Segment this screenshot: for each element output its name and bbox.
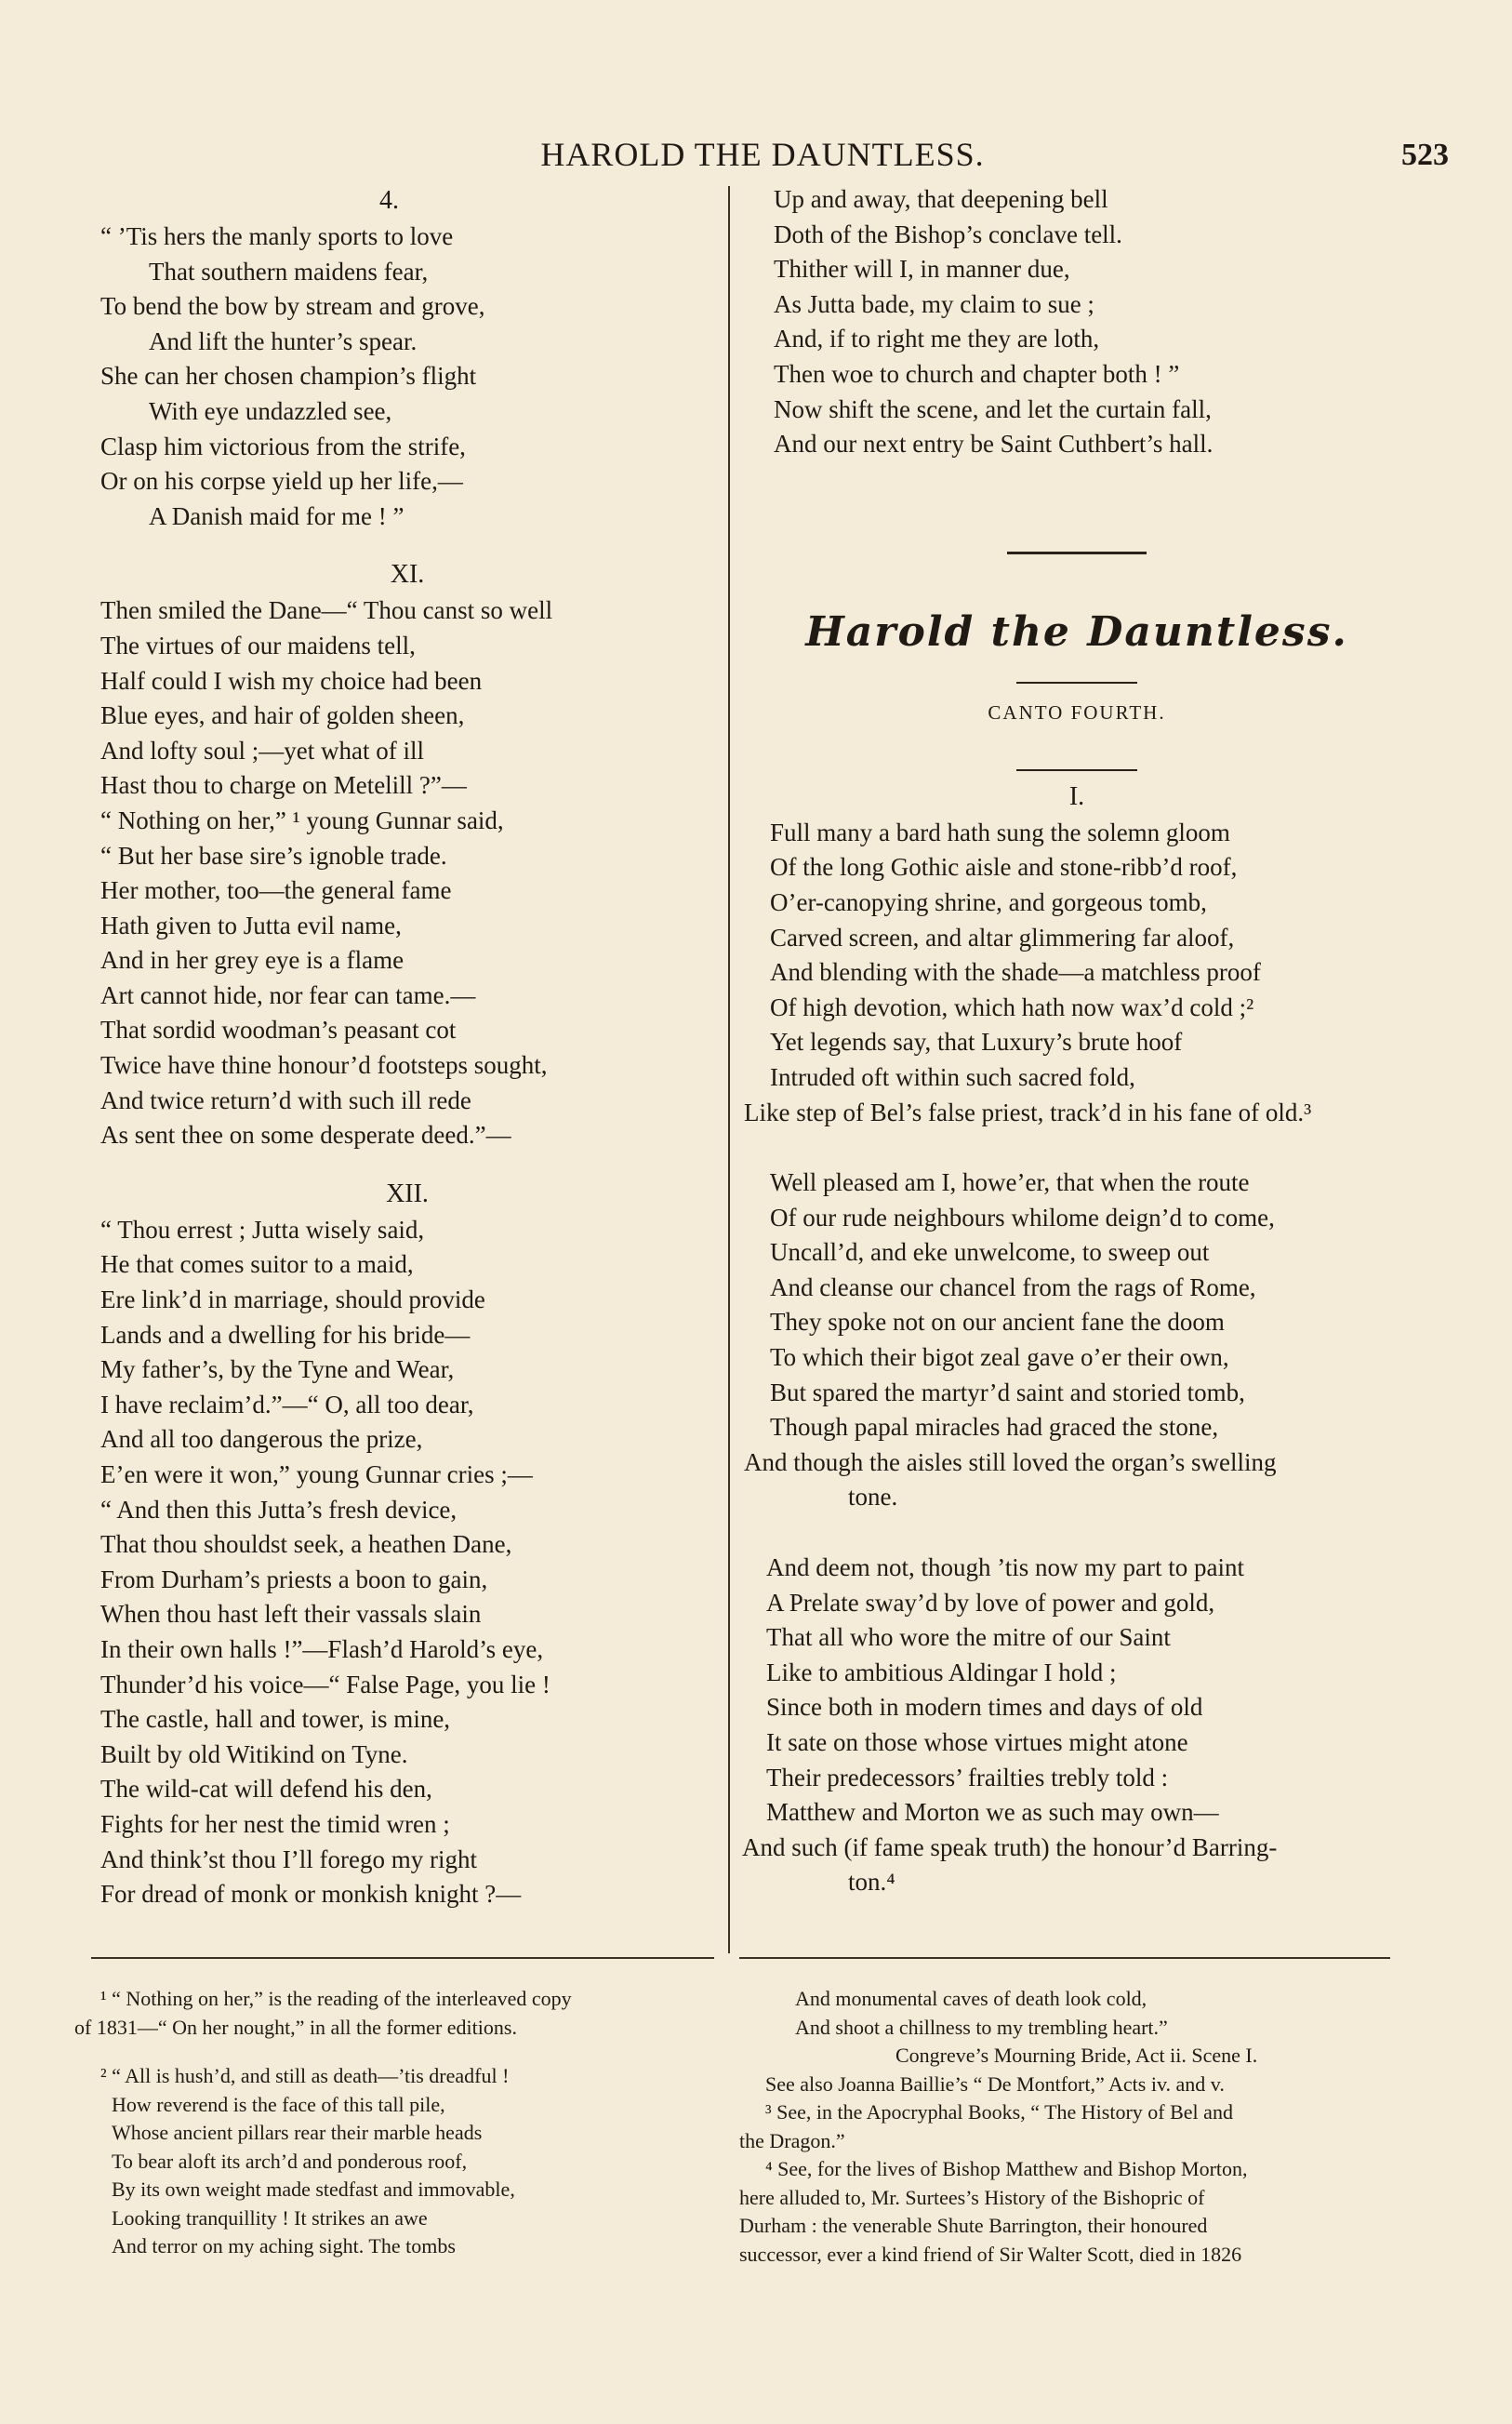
verse-line: It sate on those whose virtues might atone bbox=[766, 1728, 1188, 1756]
verse-line: And all too dangerous the prize, bbox=[100, 1425, 423, 1454]
verse-line: That all who wore the mitre of our Saint bbox=[766, 1623, 1171, 1652]
verse-line: That southern maidens fear, bbox=[149, 257, 429, 286]
verse-line: And lift the hunter’s spear. bbox=[149, 326, 418, 355]
verse-line: E’en were it won,” young Gunnar cries ;— bbox=[100, 1460, 533, 1488]
footnote-line: How reverend is the face of this tall pile, bbox=[112, 2092, 445, 2116]
canto-heading: Harold the Dauntless. bbox=[805, 607, 1348, 656]
verse-line: And, if to right me they are loth, bbox=[774, 325, 1100, 353]
verse-line: And our next entry be Saint Cuthbert’s hall. bbox=[774, 430, 1214, 459]
verse-line: Her mother, too—the general fame bbox=[100, 876, 452, 905]
verse-line: “ But her base sire’s ignoble trade. bbox=[100, 841, 447, 870]
footnote-attribution: Congreve’s Mourning Bride, Act ii. Scene I. bbox=[895, 2044, 1258, 2067]
verse-line: Uncall’d, and eke unwelcome, to sweep out bbox=[770, 1238, 1210, 1267]
footnote-rule bbox=[739, 1957, 1390, 1959]
footnote-line: Looking tranquillity ! It strikes an awe bbox=[112, 2205, 428, 2230]
verse-line: Since both in modern times and days of old bbox=[766, 1693, 1203, 1722]
stanza-number: I. bbox=[1068, 781, 1085, 811]
verse-line: Full many a bard hath sung the solemn gloom bbox=[770, 818, 1230, 846]
footnote-line: here alluded to, Mr. Surtees’s History of the Bishopric of bbox=[739, 2185, 1205, 2209]
column-divider bbox=[728, 186, 730, 1953]
stanza-11 bbox=[91, 593, 723, 1153]
verse-line: Like step of Bel’s false priest, track’d in his fane of old.³ bbox=[744, 1098, 1312, 1126]
footnote-line: To bear aloft its arch’d and ponderous roof, bbox=[112, 2149, 468, 2173]
verse-line: To bend the bow by stream and grove, bbox=[100, 292, 485, 321]
verse-line: The castle, hall and tower, is mine, bbox=[100, 1705, 451, 1734]
verse-line: That sordid woodman’s peasant cot bbox=[100, 1016, 457, 1045]
footnote-rule bbox=[91, 1957, 714, 1959]
verse-line: Lands and a dwelling for his bride— bbox=[100, 1320, 471, 1349]
footnote-line: And shoot a chillness to my trembling heart.” bbox=[795, 2015, 1168, 2039]
verse-line: They spoke not on our ancient fane the doom bbox=[770, 1308, 1225, 1337]
footnote-line: of 1831—“ On her nought,” in all the former editions. bbox=[74, 2015, 517, 2039]
verse-line: In their own halls !”—Flash’d Harold’s eye, bbox=[100, 1634, 544, 1663]
verse-line: Doth of the Bishop’s conclave tell. bbox=[774, 220, 1122, 248]
verse-line: And in her grey eye is a flame bbox=[100, 946, 405, 975]
footnote-line: By its own weight made stedfast and immovable, bbox=[112, 2178, 515, 2201]
verse-line: Twice have thine honour’d footsteps sought, bbox=[100, 1051, 548, 1080]
footnote-line: And monumental caves of death look cold, bbox=[795, 1987, 1147, 2010]
footnote-line: ¹ “ Nothing on her,” is the reading of the interleaved copy bbox=[100, 1987, 572, 2010]
left-column bbox=[91, 182, 723, 1912]
verse-line: And blending with the shade—a matchless proof bbox=[770, 958, 1261, 987]
verse-line: Intruded oft within such sacred fold, bbox=[770, 1062, 1135, 1091]
verse-line: Built by old Witikind on Tyne. bbox=[100, 1739, 408, 1768]
footnote-line: ² “ All is hush’d, and still as death—’tis dreadful ! bbox=[100, 2064, 510, 2087]
verse-line: From Durham’s priests a boon to gain, bbox=[100, 1565, 488, 1593]
verse-line: And lofty soul ;—yet what of ill bbox=[100, 736, 424, 765]
verse-line: And cleanse our chancel from the rags of Rome, bbox=[770, 1272, 1256, 1301]
footnotes-right bbox=[739, 1985, 1399, 2269]
stanza-4 bbox=[91, 220, 723, 534]
verse-line: Then woe to church and chapter both ! ” bbox=[774, 359, 1180, 388]
verse-line: My father’s, by the Tyne and Wear, bbox=[100, 1355, 455, 1384]
verse-line: Like to ambitious Aldingar I hold ; bbox=[766, 1658, 1117, 1686]
stanza-number: XII. bbox=[386, 1179, 429, 1208]
footnotes-left bbox=[74, 1985, 725, 2261]
verse-line: “ Thou errest ; Jutta wisely said, bbox=[100, 1215, 425, 1244]
verse-line: I have reclaim’d.”—“ O, all too dear, bbox=[100, 1390, 474, 1418]
verse-line: And twice return’d with such ill rede bbox=[100, 1085, 471, 1114]
verse-line: ton.⁴ bbox=[848, 1868, 895, 1897]
verse-line: He that comes suitor to a maid, bbox=[100, 1250, 414, 1279]
running-header: HAROLD THE DAUNTLESS. bbox=[540, 136, 985, 173]
verse-line: Well pleased am I, howe’er, that when the route bbox=[770, 1168, 1250, 1197]
verse-line: For dread of monk or monkish knight ?— bbox=[100, 1880, 522, 1909]
verse-line: And such (if fame speak truth) the honour’d Barring- bbox=[742, 1832, 1278, 1861]
footnote-line: See also Joanna Baillie’s “ De Montfort,” Acts iv. and v. bbox=[765, 2071, 1225, 2096]
verse-line: “ And then this Jutta’s fresh device, bbox=[100, 1495, 458, 1524]
verse-line: With eye undazzled see, bbox=[149, 396, 392, 425]
footnote-line: Durham : the venerable Shute Barrington, their honoured bbox=[739, 2214, 1208, 2237]
verse-line: Carved screen, and altar glimmering far aloof, bbox=[770, 923, 1235, 952]
verse-line: Thither will I, in manner due, bbox=[774, 255, 1070, 284]
stanza-1-para-2 bbox=[742, 1165, 1412, 1515]
verse-line: Now shift the scene, and let the curtain fall, bbox=[774, 394, 1212, 423]
stanza-number: 4. bbox=[379, 186, 399, 215]
verse-line: Yet legends say, that Luxury’s brute hoof bbox=[770, 1028, 1183, 1057]
verse-line: But spared the martyr’d saint and storied tomb, bbox=[770, 1378, 1245, 1406]
footnote-line: Whose ancient pillars rear their marble heads bbox=[112, 2121, 483, 2144]
verse-line: Art cannot hide, nor fear can tame.— bbox=[100, 980, 476, 1009]
verse-line: Of our rude neighbours whilome deign’d to come, bbox=[770, 1203, 1275, 1232]
footnote-line: ³ See, in the Apocryphal Books, “ The History of Bel and bbox=[765, 2100, 1233, 2124]
verse-line: “ Nothing on her,” ¹ young Gunnar said, bbox=[100, 806, 504, 834]
stanza-1-para-3 bbox=[742, 1551, 1412, 1900]
verse-line: Fights for her nest the timid wren ; bbox=[100, 1809, 450, 1838]
verse-line: Hath given to Jutta evil name, bbox=[100, 911, 402, 939]
verse-line: O’er-canopying shrine, and gorgeous tomb, bbox=[770, 887, 1207, 916]
page-number: 523 bbox=[1401, 138, 1449, 172]
verse-line: A Danish maid for me ! ” bbox=[149, 501, 405, 530]
footnote-line: the Dragon.” bbox=[739, 2128, 845, 2152]
verse-line: Then smiled the Dane—“ Thou canst so well bbox=[100, 596, 553, 625]
footnote-line: successor, ever a kind friend of Sir Walter Scott, died in 1826 bbox=[739, 2242, 1242, 2266]
verse-line: Of high devotion, which hath now wax’d cold ;² bbox=[770, 992, 1254, 1021]
verse-line: When thou hast left their vassals slain bbox=[100, 1600, 482, 1629]
verse-line: Hast thou to charge on Metelill ?”— bbox=[100, 771, 467, 800]
verse-line: Or on his corpse yield up her life,— bbox=[100, 467, 463, 496]
verse-line: Ere link’d in marriage, should provide bbox=[100, 1285, 485, 1314]
verse-line: As Jutta bade, my claim to sue ; bbox=[774, 289, 1094, 318]
verse-line: She can her chosen champion’s flight bbox=[100, 362, 477, 391]
verse-line: Thunder’d his voice—“ False Page, you lie ! bbox=[100, 1670, 550, 1698]
right-column bbox=[742, 182, 1412, 1900]
verse-line: And deem not, though ’tis now my part to paint bbox=[766, 1553, 1244, 1582]
verse-line: Up and away, that deepening bell bbox=[774, 185, 1108, 213]
verse-line: Blue eyes, and hair of golden sheen, bbox=[100, 701, 465, 730]
stanza-continuation bbox=[742, 182, 1412, 462]
verse-line: Though papal miracles had graced the stone, bbox=[770, 1413, 1219, 1442]
stanza-number: XI. bbox=[390, 560, 425, 590]
verse-line: To which their bigot zeal gave o’er their own, bbox=[770, 1343, 1229, 1372]
verse-line: A Prelate sway’d by love of power and gold, bbox=[766, 1588, 1215, 1617]
verse-line: As sent thee on some desperate deed.”— bbox=[100, 1121, 511, 1150]
verse-line: tone. bbox=[848, 1483, 898, 1512]
stanza-1-para-1 bbox=[742, 816, 1412, 1130]
verse-line: The virtues of our maidens tell, bbox=[100, 631, 416, 659]
verse-line: Half could I wish my choice had been bbox=[100, 666, 483, 695]
verse-line: Of the long Gothic aisle and stone-ribb’d roof, bbox=[770, 853, 1238, 882]
verse-line: Matthew and Morton we as such may own— bbox=[766, 1798, 1219, 1827]
footnote-line: ⁴ See, for the lives of Bishop Matthew and Bishop Morton, bbox=[765, 2157, 1248, 2180]
verse-line: Their predecessors’ frailties trebly told : bbox=[766, 1763, 1169, 1791]
verse-line: And though the aisles still loved the organ’s swelling bbox=[744, 1447, 1277, 1476]
stanza-12 bbox=[91, 1213, 723, 1912]
footnote-line: And terror on my aching sight. The tombs bbox=[112, 2234, 456, 2258]
verse-line: “ ’Tis hers the manly sports to love bbox=[100, 222, 454, 250]
canto-number: CANTO FOURTH. bbox=[988, 700, 1166, 724]
verse-line: That thou shouldst seek, a heathen Dane, bbox=[100, 1530, 512, 1559]
verse-line: And think’st thou I’ll forego my right bbox=[100, 1845, 477, 1873]
verse-line: Clasp him victorious from the strife, bbox=[100, 432, 466, 460]
verse-line: The wild-cat will defend his den, bbox=[100, 1775, 432, 1804]
